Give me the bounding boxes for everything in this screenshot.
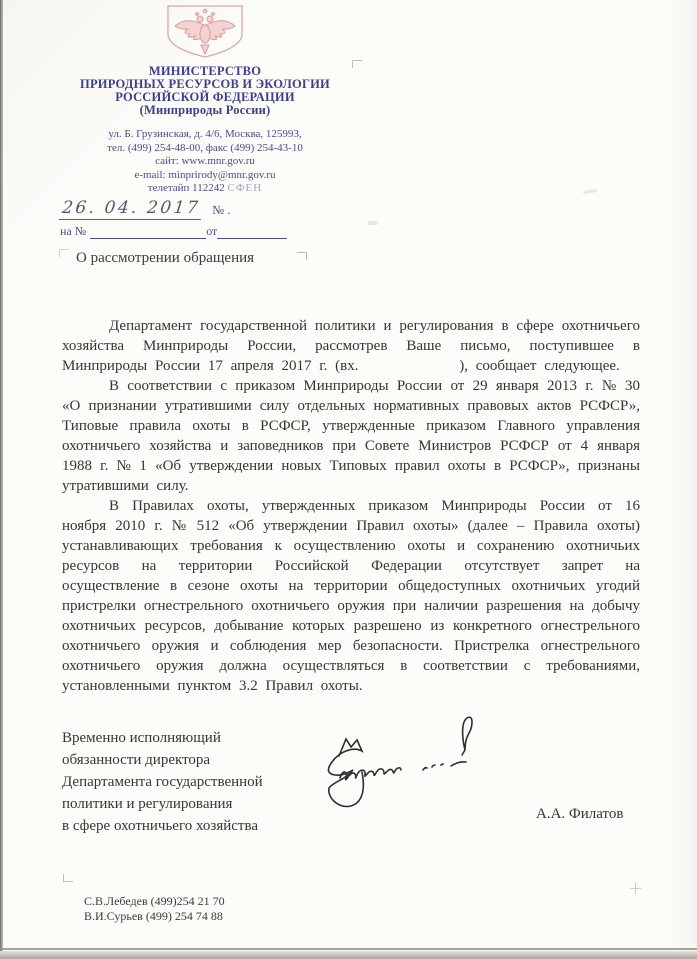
corner-mark (59, 249, 69, 257)
reference-block (60, 194, 360, 239)
executor-contacts (84, 894, 225, 924)
teletype-code-stamp: СФЕН (227, 182, 263, 194)
address-block (55, 128, 355, 196)
ministry-line: МИНИСТЕРСТВО (148, 64, 262, 78)
number-label: № . (212, 203, 231, 217)
address-line: e-mail: minprirody@mnr.gov.ru (134, 168, 276, 181)
ministry-line: РОССИЙСКОЙ ФЕДЕРАЦИИ (115, 90, 295, 104)
signatory-name: А.А. Филатов (536, 806, 624, 822)
signatory-position (62, 727, 312, 837)
crop-mark-icon (630, 883, 641, 894)
incoming-number-blank (90, 226, 206, 239)
scan-bottom-line (0, 948, 697, 950)
signatory-position-line: в сфере охотничьего хозяйства (62, 818, 259, 834)
scan-smudge (583, 189, 597, 194)
incoming-date-blank (217, 226, 287, 239)
address-line: тел. (499) 254-48-00, факс (499) 254-43-10 (107, 141, 303, 154)
letter-body (62, 316, 640, 696)
scan-bottom-edge (0, 951, 697, 959)
address-line: сайт: www.mnr.gov.ru (155, 155, 255, 167)
date-row (60, 194, 360, 220)
ot-label: от (206, 224, 218, 238)
handwritten-date: 26. 04. 2017 (59, 198, 203, 220)
corner-mark (297, 252, 307, 260)
signatory-position-line: Временно исполняющий (62, 730, 221, 746)
body-paragraph-2: В соответствии с приказом Минприроды России от 29 января 2013 г. № 30 «О признании утратившими силу отдельных нормативных правовых актов РСФСР», Типовые правила охоты в РСФСР, утвержденные приказом Главного управления охотничьего хозяйства и заповедников при Совете Министров РСФСР от 4 января 1988 г. № 1 «Об утверждении новых Типовых правил охоты в РСФСР», признаны утратившими силу. (62, 378, 640, 494)
russia-coat-of-arms-icon (161, 4, 249, 60)
teletype-label: телетайп 112242 (147, 182, 228, 194)
ministry-line: (Минприроды России) (139, 103, 271, 117)
signatory-position-line: Департамента государственной (62, 774, 263, 790)
executor-contact-line: С.В.Лебедев (499)254 21 70 (84, 894, 225, 908)
ministry-name (55, 65, 355, 117)
na-number-label: на № (60, 224, 87, 238)
handwritten-signature-icon (315, 710, 490, 825)
scan-left-edge (0, 0, 3, 959)
incoming-reference-row (60, 224, 360, 239)
body-paragraph-3: В Правилах охоты, утвержденных приказом Минприроды России от 16 ноября 2010 г. № 512 «Об утверждении Правил охоты» (далее – Правила охоты) устанавливающих требования к осуществлению охоты и сохранению охотничьих ресурсов на территории Российской Федерации отсутствует запрет на осуществление в сезоне охоты на территории общедоступных охотничьих угодий пристрелки огнестрельного охотничьего оружия при наличии разрешения на добычу охотничьих ресурсов, добывание которых разрешено из конкретного огнестрельного охотничьего оружия и соблюдения мер безопасности. Пристрелка огнестрельного охотничьего оружия должна осуществляться в соответствии с требованиями, установленными пунктом 3.2 Правил охоты. (62, 498, 640, 694)
executor-contact-line: В.И.Сурьев (499) 254 74 88 (84, 909, 223, 923)
corner-mark (63, 874, 73, 882)
signatory-position-line: обязанности директора (62, 752, 211, 768)
scan-smudge (368, 221, 378, 225)
signatory-position-line: политики и регулирования (62, 796, 233, 812)
body-paragraph-1: Департамент государственной политики и регулирования в сфере охотничьего хозяйства Минприроды России, рассмотрев Ваше письмо, поступившее в Минприроды России 17 апреля 2017 г. (вх. ), сообщает следующее. (62, 318, 640, 374)
ministry-line: ПРИРОДНЫХ РЕСУРСОВ И ЭКОЛОГИИ (80, 77, 330, 91)
letterhead (55, 4, 355, 196)
address-line: ул. Б. Грузинская, д. 4/6, Москва, 125993, (108, 128, 302, 140)
subject-line: О рассмотрении обращения (76, 250, 255, 266)
